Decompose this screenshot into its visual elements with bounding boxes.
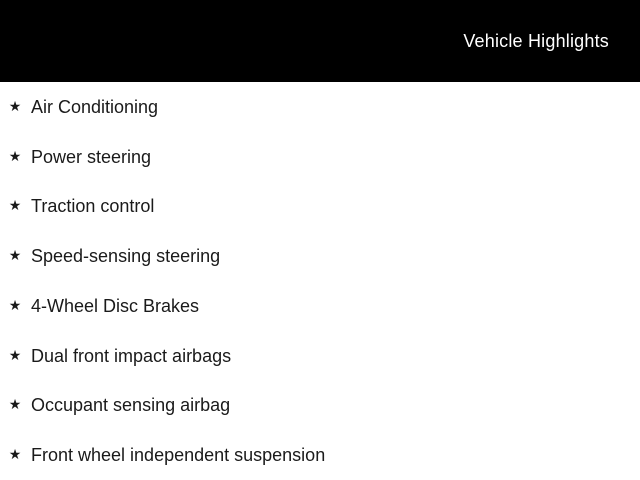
star-icon: ★ <box>8 296 22 313</box>
star-icon: ★ <box>8 247 22 264</box>
page-title: Vehicle Highlights <box>463 30 609 51</box>
header-bar <box>0 0 640 82</box>
star-icon: ★ <box>8 396 22 413</box>
list-item-label: Front wheel independent suspension <box>31 445 326 466</box>
list-item <box>0 281 640 331</box>
highlights-list <box>0 82 640 480</box>
star-icon: ★ <box>8 446 22 463</box>
list-item-label: Power steering <box>31 146 152 167</box>
list-item <box>0 182 640 232</box>
list-item-label: Speed-sensing steering <box>31 246 221 267</box>
star-icon: ★ <box>8 97 22 114</box>
list-item <box>0 331 640 381</box>
list-item-label: Air Conditioning <box>31 96 159 117</box>
list-item <box>0 132 640 182</box>
list-item-label: Dual front impact airbags <box>31 345 232 366</box>
list-item-label: Occupant sensing airbag <box>31 395 231 416</box>
list-item <box>0 381 640 431</box>
star-icon: ★ <box>8 147 22 164</box>
list-item <box>0 231 640 281</box>
list-item <box>0 430 640 480</box>
list-item-label: 4-Wheel Disc Brakes <box>31 295 200 316</box>
list-item-label: Traction control <box>31 196 155 217</box>
list-item <box>0 82 640 132</box>
star-icon: ★ <box>8 197 22 214</box>
star-icon: ★ <box>8 346 22 363</box>
